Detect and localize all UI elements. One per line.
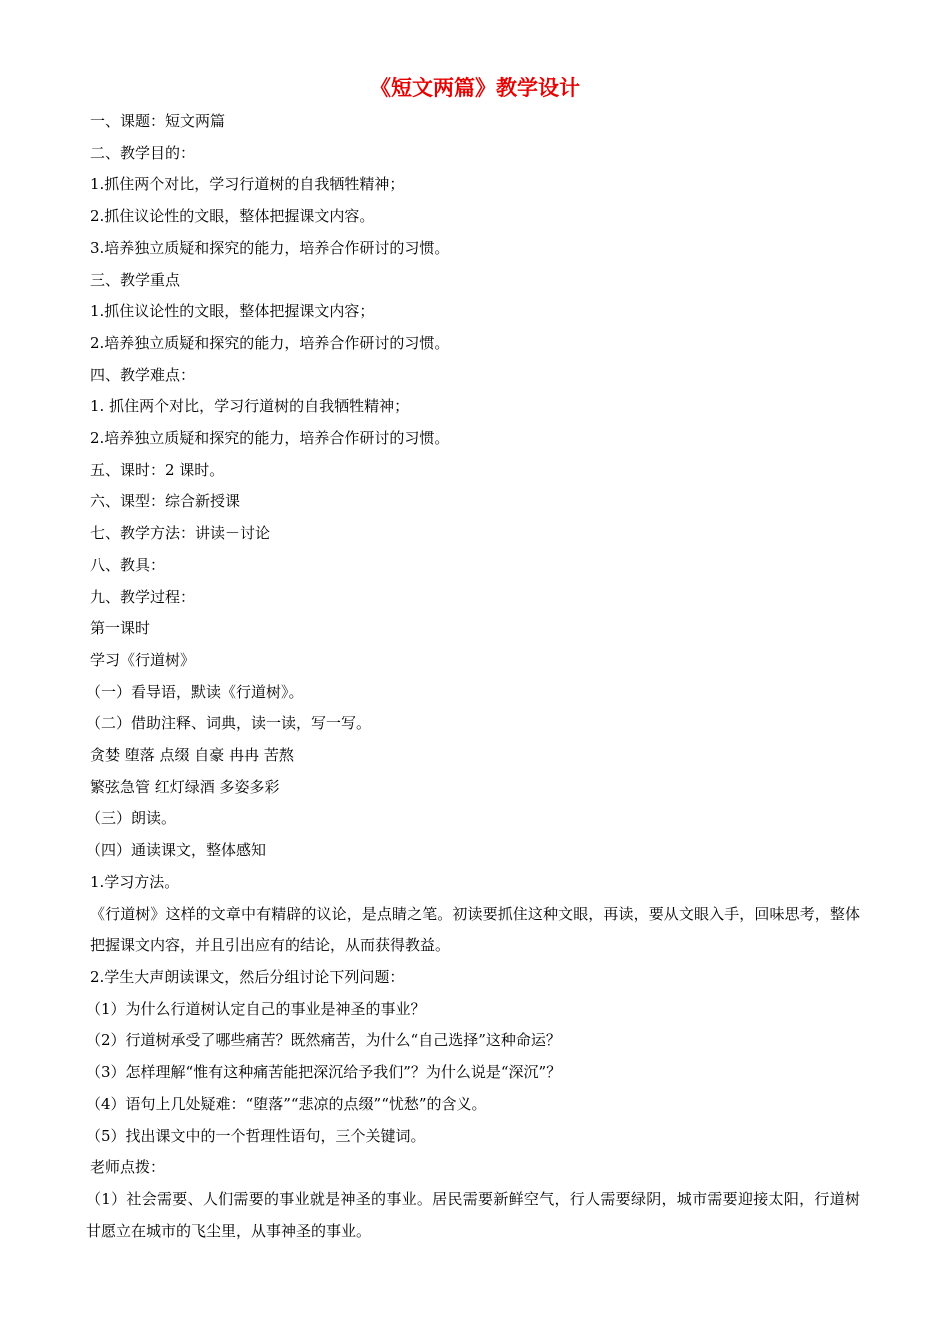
text-line: 1. 抓住两个对比，学习行道树的自我牺牲精神； (90, 397, 410, 416)
text-line: 八、教具： (90, 555, 166, 574)
text-line: 2.培养独立质疑和探究的能力，培养合作研讨的习惯。 (90, 429, 450, 448)
text-line: 五、课时：2 课时。 (90, 460, 225, 479)
text-line: （1）为什么行道树认定自己的事业是神圣的事业？ (86, 999, 426, 1018)
text-line: 3.培养独立质疑和探究的能力，培养合作研讨的习惯。 (90, 238, 450, 257)
text-line: 三、教学重点 (90, 270, 181, 289)
text-line: 一、课题：短文两篇 (90, 112, 226, 130)
paragraph: 《行道树》这样的文章中有精辟的议论，是点睛之笔。初读要抓住这种文眼，再读，要从文眼入手，回味思考，整体把握课文内容，并且引出应有的结论，从而获得教益。 (90, 904, 860, 955)
text-line: （四）通读课文，整体感知 (86, 841, 267, 860)
text-line: 2.培养独立质疑和探究的能力，培养合作研讨的习惯。 (90, 333, 450, 352)
text-line: 繁弦急管 红灯绿酒 多姿多彩 (90, 777, 280, 796)
text-line: 2.学生大声朗读课文，然后分组讨论下列问题： (90, 967, 405, 986)
text-line: 七、教学方法：讲读－讨论 (90, 524, 271, 543)
text-line: 二、教学目的： (90, 143, 196, 162)
text-line: 六、课型：综合新授课 (90, 492, 241, 511)
text-line: （3）怎样理解“惟有这种痛苦能把深沉给予我们”？为什么说是“深沉”？ (86, 1063, 562, 1082)
text-line: 学习《行道树》 (90, 650, 196, 669)
text-line: 1.学习方法。 (90, 872, 180, 891)
text-line: （一）看导语，默读《行道树》。 (86, 682, 304, 701)
text-line: 1.抓住议论性的文眼，整体把握课文内容； (90, 302, 375, 321)
text-line: 四、教学难点： (90, 365, 196, 384)
document-title: 《短文两篇》教学设计 (370, 75, 580, 100)
text-line: （2）行道树承受了哪些痛苦？既然痛苦，为什么“自己选择”这种命运？ (86, 1031, 561, 1050)
text-line: （三）朗读。 (86, 809, 177, 828)
text-line: 九、教学过程： (90, 587, 196, 606)
paragraph: （1）社会需要、人们需要的事业就是神圣的事业。居民需要新鲜空气，行人需要绿阴，城市需要迎接太阳，行道树甘愿立在城市的飞尘里，从事神圣的事业。 (86, 1189, 860, 1240)
text-line: （5）找出课文中的一个哲理性语句，三个关键词。 (86, 1126, 426, 1145)
text-line: 贪婪 堕落 点缀 自豪 冉冉 苦熬 (90, 746, 294, 765)
text-line: （二）借助注释、词典，读一读，写一写。 (86, 714, 372, 733)
text-line: 第一课时 (90, 619, 151, 638)
text-line: （4）语句上几处疑难：“堕落”“悲凉的点缀”“忧愁”的含义。 (86, 1094, 487, 1113)
text-line: 老师点拨： (90, 1158, 166, 1177)
text-line: 1.抓住两个对比，学习行道树的自我牺牲精神； (90, 175, 405, 194)
text-line: 2.抓住议论性的文眼，整体把握课文内容。 (90, 207, 375, 226)
